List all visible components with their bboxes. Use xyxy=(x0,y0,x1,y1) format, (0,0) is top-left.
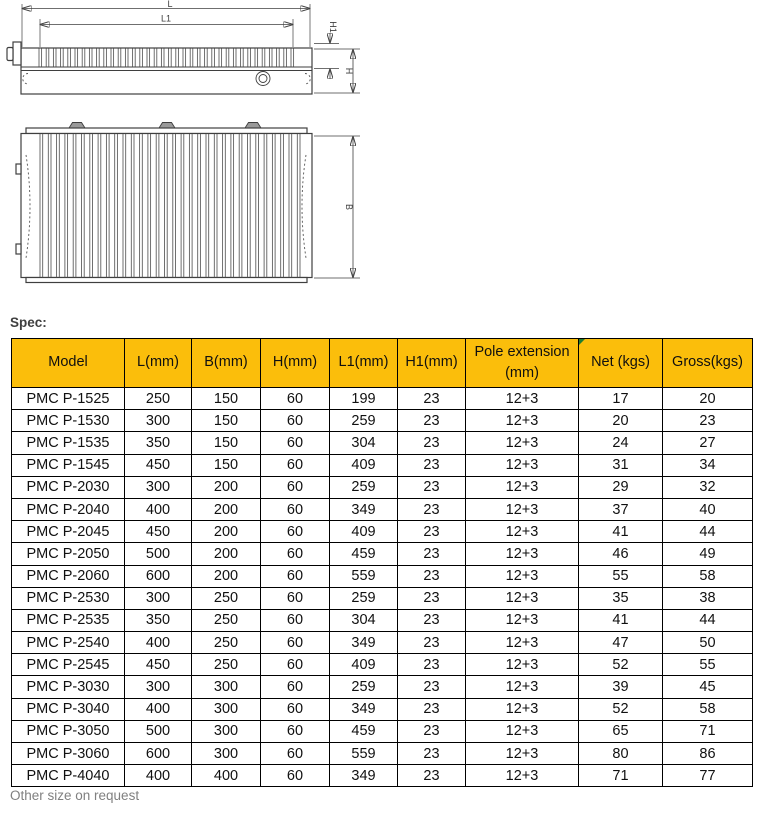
technical-drawing xyxy=(0,0,390,300)
side-lug xyxy=(16,164,21,174)
clamp-tab xyxy=(69,123,85,129)
value-cell: 60 xyxy=(261,765,330,787)
value-cell: 60 xyxy=(261,720,330,742)
value-cell: 12+3 xyxy=(466,720,579,742)
model-cell: PMC P-1545 xyxy=(12,454,125,476)
model-cell: PMC P-2530 xyxy=(12,587,125,609)
spec-table-header-row xyxy=(12,339,753,388)
table-row xyxy=(12,720,753,742)
value-cell: 12+3 xyxy=(466,698,579,720)
spec-table xyxy=(11,338,753,787)
value-cell: 60 xyxy=(261,676,330,698)
table-row xyxy=(12,676,753,698)
value-cell: 20 xyxy=(663,388,753,410)
model-cell: PMC P-3040 xyxy=(12,698,125,720)
value-cell: 300 xyxy=(192,743,261,765)
value-cell: 200 xyxy=(192,521,261,543)
value-cell: 46 xyxy=(579,543,663,565)
value-cell: 200 xyxy=(192,498,261,520)
comment-marker-triangle xyxy=(579,339,585,345)
chuck-side-body xyxy=(21,48,312,94)
column-header: Model xyxy=(12,339,125,388)
value-cell: 60 xyxy=(261,654,330,676)
table-row xyxy=(12,698,753,720)
column-header: Gross(kgs) xyxy=(663,339,753,388)
model-cell: PMC P-2545 xyxy=(12,654,125,676)
value-cell: 349 xyxy=(330,765,398,787)
value-cell: 23 xyxy=(398,565,466,587)
value-cell: 60 xyxy=(261,543,330,565)
value-cell: 71 xyxy=(579,765,663,787)
value-cell: 349 xyxy=(330,698,398,720)
value-cell: 250 xyxy=(192,609,261,631)
side-view xyxy=(7,0,360,94)
value-cell: 23 xyxy=(398,543,466,565)
value-cell: 47 xyxy=(579,632,663,654)
footer-note: Other size on request xyxy=(10,788,140,803)
value-cell: 12+3 xyxy=(466,654,579,676)
value-cell: 559 xyxy=(330,743,398,765)
value-cell: 35 xyxy=(579,587,663,609)
value-cell: 23 xyxy=(398,454,466,476)
table-row xyxy=(12,632,753,654)
value-cell: 250 xyxy=(125,388,192,410)
value-cell: 23 xyxy=(398,609,466,631)
top-view xyxy=(16,123,360,283)
value-cell: 259 xyxy=(330,476,398,498)
value-cell: 58 xyxy=(663,698,753,720)
value-cell: 24 xyxy=(579,432,663,454)
value-cell: 34 xyxy=(663,454,753,476)
value-cell: 86 xyxy=(663,743,753,765)
dim-label-L: L xyxy=(167,0,173,9)
value-cell: 23 xyxy=(398,521,466,543)
table-row xyxy=(12,654,753,676)
value-cell: 23 xyxy=(398,498,466,520)
value-cell: 60 xyxy=(261,609,330,631)
value-cell: 60 xyxy=(261,410,330,432)
value-cell: 71 xyxy=(663,720,753,742)
model-cell: PMC P-2030 xyxy=(12,476,125,498)
value-cell: 60 xyxy=(261,698,330,720)
value-cell: 450 xyxy=(125,454,192,476)
column-header: Pole extension (mm) xyxy=(466,339,579,388)
value-cell: 23 xyxy=(398,410,466,432)
value-cell: 150 xyxy=(192,410,261,432)
value-cell: 45 xyxy=(663,676,753,698)
model-cell: PMC P-2050 xyxy=(12,543,125,565)
table-row xyxy=(12,521,753,543)
value-cell: 12+3 xyxy=(466,565,579,587)
value-cell: 400 xyxy=(192,765,261,787)
value-cell: 23 xyxy=(398,432,466,454)
value-cell: 600 xyxy=(125,743,192,765)
model-cell: PMC P-1530 xyxy=(12,410,125,432)
value-cell: 52 xyxy=(579,654,663,676)
value-cell: 60 xyxy=(261,565,330,587)
dim-label-H1: H1 xyxy=(328,21,338,33)
clamp-tab xyxy=(159,123,175,129)
value-cell: 300 xyxy=(125,676,192,698)
value-cell: 39 xyxy=(579,676,663,698)
value-cell: 409 xyxy=(330,454,398,476)
side-lug xyxy=(16,244,21,254)
value-cell: 349 xyxy=(330,632,398,654)
shaft-end-cap xyxy=(7,48,13,61)
value-cell: 55 xyxy=(663,654,753,676)
table-row xyxy=(12,432,753,454)
value-cell: 23 xyxy=(398,388,466,410)
value-cell: 300 xyxy=(125,587,192,609)
value-cell: 350 xyxy=(125,432,192,454)
value-cell: 50 xyxy=(663,632,753,654)
model-cell: PMC P-4040 xyxy=(12,765,125,787)
column-header: B(mm) xyxy=(192,339,261,388)
value-cell: 200 xyxy=(192,476,261,498)
value-cell: 459 xyxy=(330,720,398,742)
model-cell: PMC P-1525 xyxy=(12,388,125,410)
value-cell: 60 xyxy=(261,632,330,654)
value-cell: 23 xyxy=(398,654,466,676)
column-header: L1(mm) xyxy=(330,339,398,388)
dim-label-H: H xyxy=(344,67,354,75)
model-cell: PMC P-2060 xyxy=(12,565,125,587)
table-row xyxy=(12,543,753,565)
value-cell: 259 xyxy=(330,676,398,698)
value-cell: 23 xyxy=(398,698,466,720)
value-cell: 600 xyxy=(125,565,192,587)
value-cell: 12+3 xyxy=(466,498,579,520)
value-cell: 450 xyxy=(125,521,192,543)
value-cell: 350 xyxy=(125,609,192,631)
value-cell: 12+3 xyxy=(466,743,579,765)
value-cell: 41 xyxy=(579,521,663,543)
value-cell: 500 xyxy=(125,720,192,742)
column-header: H(mm) xyxy=(261,339,330,388)
table-row xyxy=(12,476,753,498)
value-cell: 60 xyxy=(261,454,330,476)
value-cell: 12+3 xyxy=(466,521,579,543)
model-cell: PMC P-3030 xyxy=(12,676,125,698)
value-cell: 300 xyxy=(192,676,261,698)
spec-table-body xyxy=(12,388,753,787)
column-header: H1(mm) xyxy=(398,339,466,388)
model-cell: PMC P-3060 xyxy=(12,743,125,765)
model-cell: PMC P-2540 xyxy=(12,632,125,654)
value-cell: 65 xyxy=(579,720,663,742)
value-cell: 44 xyxy=(663,521,753,543)
value-cell: 250 xyxy=(192,632,261,654)
value-cell: 349 xyxy=(330,498,398,520)
value-cell: 12+3 xyxy=(466,609,579,631)
clamp-tab xyxy=(245,123,261,129)
value-cell: 409 xyxy=(330,654,398,676)
table-row xyxy=(12,565,753,587)
value-cell: 23 xyxy=(398,676,466,698)
value-cell: 409 xyxy=(330,521,398,543)
dim-label-B: B xyxy=(344,203,354,211)
value-cell: 60 xyxy=(261,743,330,765)
value-cell: 400 xyxy=(125,498,192,520)
value-cell: 12+3 xyxy=(466,388,579,410)
value-cell: 150 xyxy=(192,432,261,454)
value-cell: 12+3 xyxy=(466,676,579,698)
value-cell: 23 xyxy=(398,720,466,742)
value-cell: 12+3 xyxy=(466,454,579,476)
value-cell: 60 xyxy=(261,521,330,543)
table-row xyxy=(12,388,753,410)
table-row xyxy=(12,765,753,787)
value-cell: 12+3 xyxy=(466,632,579,654)
value-cell: 23 xyxy=(398,587,466,609)
value-cell: 20 xyxy=(579,410,663,432)
model-cell: PMC P-2535 xyxy=(12,609,125,631)
value-cell: 60 xyxy=(261,432,330,454)
value-cell: 250 xyxy=(192,654,261,676)
spec-section-label: Spec: xyxy=(10,315,47,330)
value-cell: 450 xyxy=(125,654,192,676)
value-cell: 41 xyxy=(579,609,663,631)
value-cell: 200 xyxy=(192,565,261,587)
value-cell: 400 xyxy=(125,765,192,787)
value-cell: 300 xyxy=(192,698,261,720)
value-cell: 60 xyxy=(261,587,330,609)
table-row xyxy=(12,743,753,765)
value-cell: 500 xyxy=(125,543,192,565)
value-cell: 300 xyxy=(125,410,192,432)
value-cell: 12+3 xyxy=(466,476,579,498)
value-cell: 60 xyxy=(261,388,330,410)
value-cell: 150 xyxy=(192,454,261,476)
value-cell: 23 xyxy=(398,632,466,654)
value-cell: 250 xyxy=(192,587,261,609)
value-cell: 150 xyxy=(192,388,261,410)
value-cell: 459 xyxy=(330,543,398,565)
value-cell: 27 xyxy=(663,432,753,454)
value-cell: 37 xyxy=(579,498,663,520)
table-row xyxy=(12,410,753,432)
model-cell: PMC P-3050 xyxy=(12,720,125,742)
value-cell: 60 xyxy=(261,476,330,498)
value-cell: 12+3 xyxy=(466,765,579,787)
value-cell: 304 xyxy=(330,609,398,631)
model-cell: PMC P-2045 xyxy=(12,521,125,543)
value-cell: 55 xyxy=(579,565,663,587)
value-cell: 12+3 xyxy=(466,543,579,565)
value-cell: 199 xyxy=(330,388,398,410)
value-cell: 400 xyxy=(125,698,192,720)
value-cell: 300 xyxy=(192,720,261,742)
value-cell: 40 xyxy=(663,498,753,520)
value-cell: 559 xyxy=(330,565,398,587)
value-cell: 31 xyxy=(579,454,663,476)
model-cell: PMC P-1535 xyxy=(12,432,125,454)
value-cell: 23 xyxy=(398,476,466,498)
value-cell: 23 xyxy=(398,765,466,787)
value-cell: 12+3 xyxy=(466,410,579,432)
value-cell: 52 xyxy=(579,698,663,720)
table-row xyxy=(12,609,753,631)
value-cell: 259 xyxy=(330,587,398,609)
value-cell: 304 xyxy=(330,432,398,454)
column-header: Net (kgs) xyxy=(579,339,663,388)
value-cell: 80 xyxy=(579,743,663,765)
value-cell: 32 xyxy=(663,476,753,498)
dim-label-L1: L1 xyxy=(160,13,172,24)
value-cell: 49 xyxy=(663,543,753,565)
operating-shaft xyxy=(13,42,21,65)
value-cell: 23 xyxy=(398,743,466,765)
value-cell: 29 xyxy=(579,476,663,498)
value-cell: 300 xyxy=(125,476,192,498)
value-cell: 58 xyxy=(663,565,753,587)
value-cell: 200 xyxy=(192,543,261,565)
value-cell: 77 xyxy=(663,765,753,787)
value-cell: 17 xyxy=(579,388,663,410)
value-cell: 60 xyxy=(261,498,330,520)
value-cell: 259 xyxy=(330,410,398,432)
column-header: L(mm) xyxy=(125,339,192,388)
table-row xyxy=(12,454,753,476)
table-row xyxy=(12,498,753,520)
value-cell: 12+3 xyxy=(466,587,579,609)
value-cell: 23 xyxy=(663,410,753,432)
value-cell: 38 xyxy=(663,587,753,609)
value-cell: 12+3 xyxy=(466,432,579,454)
value-cell: 400 xyxy=(125,632,192,654)
value-cell: 44 xyxy=(663,609,753,631)
table-row xyxy=(12,587,753,609)
model-cell: PMC P-2040 xyxy=(12,498,125,520)
